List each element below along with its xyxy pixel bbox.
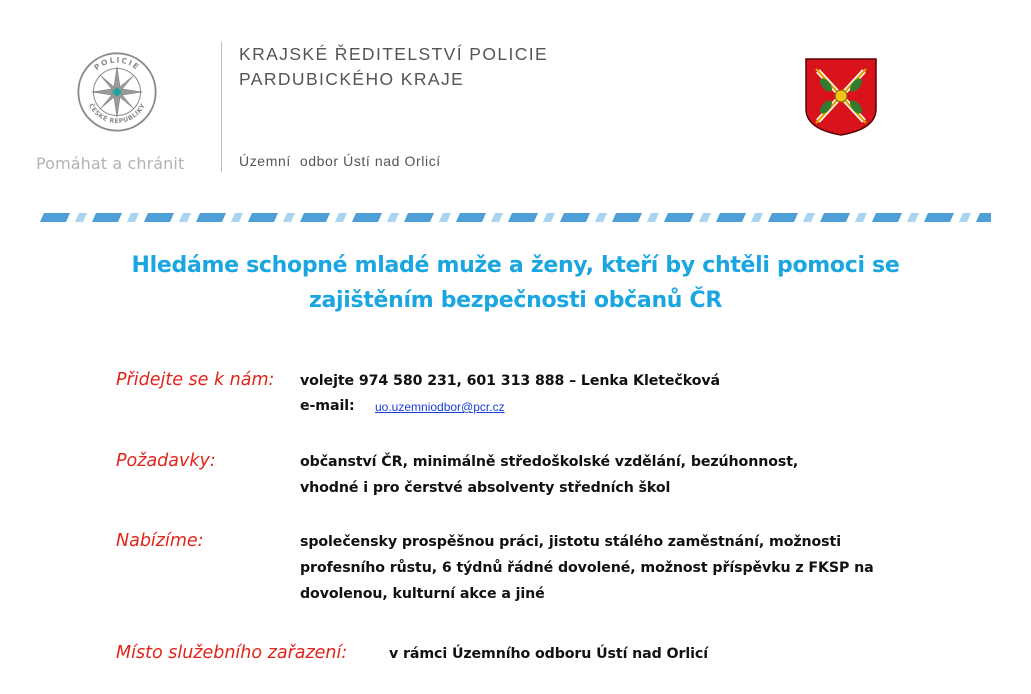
requirements-label: Požadavky: <box>116 451 216 471</box>
requirements-line1: občanství ČR, minimálně středoškolské vzdělání, bezúhonnost, <box>300 454 799 470</box>
stripe-segment <box>872 213 902 222</box>
stripe-segment <box>560 213 590 222</box>
stripe-segment <box>768 213 798 222</box>
requirements-line2: vhodné i pro čerstvé absolventy středních škol <box>300 480 671 496</box>
stripe-segment <box>40 213 70 222</box>
headline-line2: zajištěním bezpečnosti občanů ČR <box>308 288 723 313</box>
contact-label: Přidejte se k nám: <box>116 370 275 390</box>
header-divider <box>221 42 222 172</box>
police-logo <box>75 50 159 134</box>
stripe-segment <box>820 213 850 222</box>
decorative-stripe <box>40 213 991 222</box>
stripe-segment <box>335 213 347 222</box>
stripe-segment <box>491 213 503 222</box>
stripe-segment <box>543 213 555 222</box>
stripe-segment <box>751 213 763 222</box>
stripe-segment <box>404 213 434 222</box>
stripe-segment <box>508 213 538 222</box>
stripe-segment <box>387 213 399 222</box>
stripe-segment <box>456 213 486 222</box>
org-name-line1: KRAJSKÉ ŘEDITELSTVÍ POLICIE <box>239 44 549 64</box>
contact-email-link[interactable]: uo.uzemniodbor@pcr.cz <box>375 400 505 414</box>
stripe-segment <box>595 213 607 222</box>
stripe-segment <box>196 213 226 222</box>
stripe-segment <box>144 213 174 222</box>
stripe-segment <box>300 213 330 222</box>
offer-line3: dovolenou, kulturní akce a jiné <box>300 586 545 602</box>
stripe-segment <box>959 213 971 222</box>
stripe-segment <box>75 213 87 222</box>
stripe-segment <box>803 213 815 222</box>
headline-line1: Hledáme schopné mladé muže a ženy, kteří by chtěli pomoci se <box>131 253 900 278</box>
placement-text: v rámci Územního odboru Ústí nad Orlicí <box>389 646 709 662</box>
stripe-segment <box>179 213 191 222</box>
stripe-segment <box>907 213 919 222</box>
offer-line1: společensky prospěšnou práci, jistotu stálého zaměstnání, možnosti <box>300 534 841 550</box>
stripe-segment <box>976 213 991 222</box>
org-name-line2: PARDUBICKÉHO KRAJE <box>239 69 465 89</box>
stripe-segment <box>716 213 746 222</box>
placement-label: Místo služebního zařazení: <box>116 643 348 663</box>
stripe-segment <box>647 213 659 222</box>
contact-email-label: e-mail: <box>300 398 355 414</box>
stripe-segment <box>231 213 243 222</box>
stripe-segment <box>352 213 382 222</box>
svg-text:ČESKÉ REPUBLIKY: ČESKÉ REPUBLIKY <box>86 102 148 126</box>
stripe-segment <box>855 213 867 222</box>
stripe-segment <box>612 213 642 222</box>
svg-text:POLICIE: POLICIE <box>92 55 142 73</box>
motto: Pomáhat a chránit <box>36 154 185 173</box>
department-name: Územní odbor Ústí nad Orlicí <box>239 153 441 169</box>
stripe-segment <box>924 213 954 222</box>
stripe-segment <box>248 213 278 222</box>
stripe-segment <box>127 213 139 222</box>
headline <box>80 248 951 318</box>
stripe-segment <box>664 213 694 222</box>
contact-phone: volejte 974 580 231, 601 313 888 – Lenka Kletečková <box>300 373 720 389</box>
offer-line2: profesního růstu, 6 týdnů řádné dovolené, možnost příspěvku z FKSP na <box>300 560 874 576</box>
coat-of-arms <box>804 57 878 137</box>
stripe-segment <box>283 213 295 222</box>
offer-label: Nabízíme: <box>116 531 204 551</box>
stripe-segment <box>92 213 122 222</box>
stripe-segment <box>699 213 711 222</box>
stripe-segment <box>439 213 451 222</box>
